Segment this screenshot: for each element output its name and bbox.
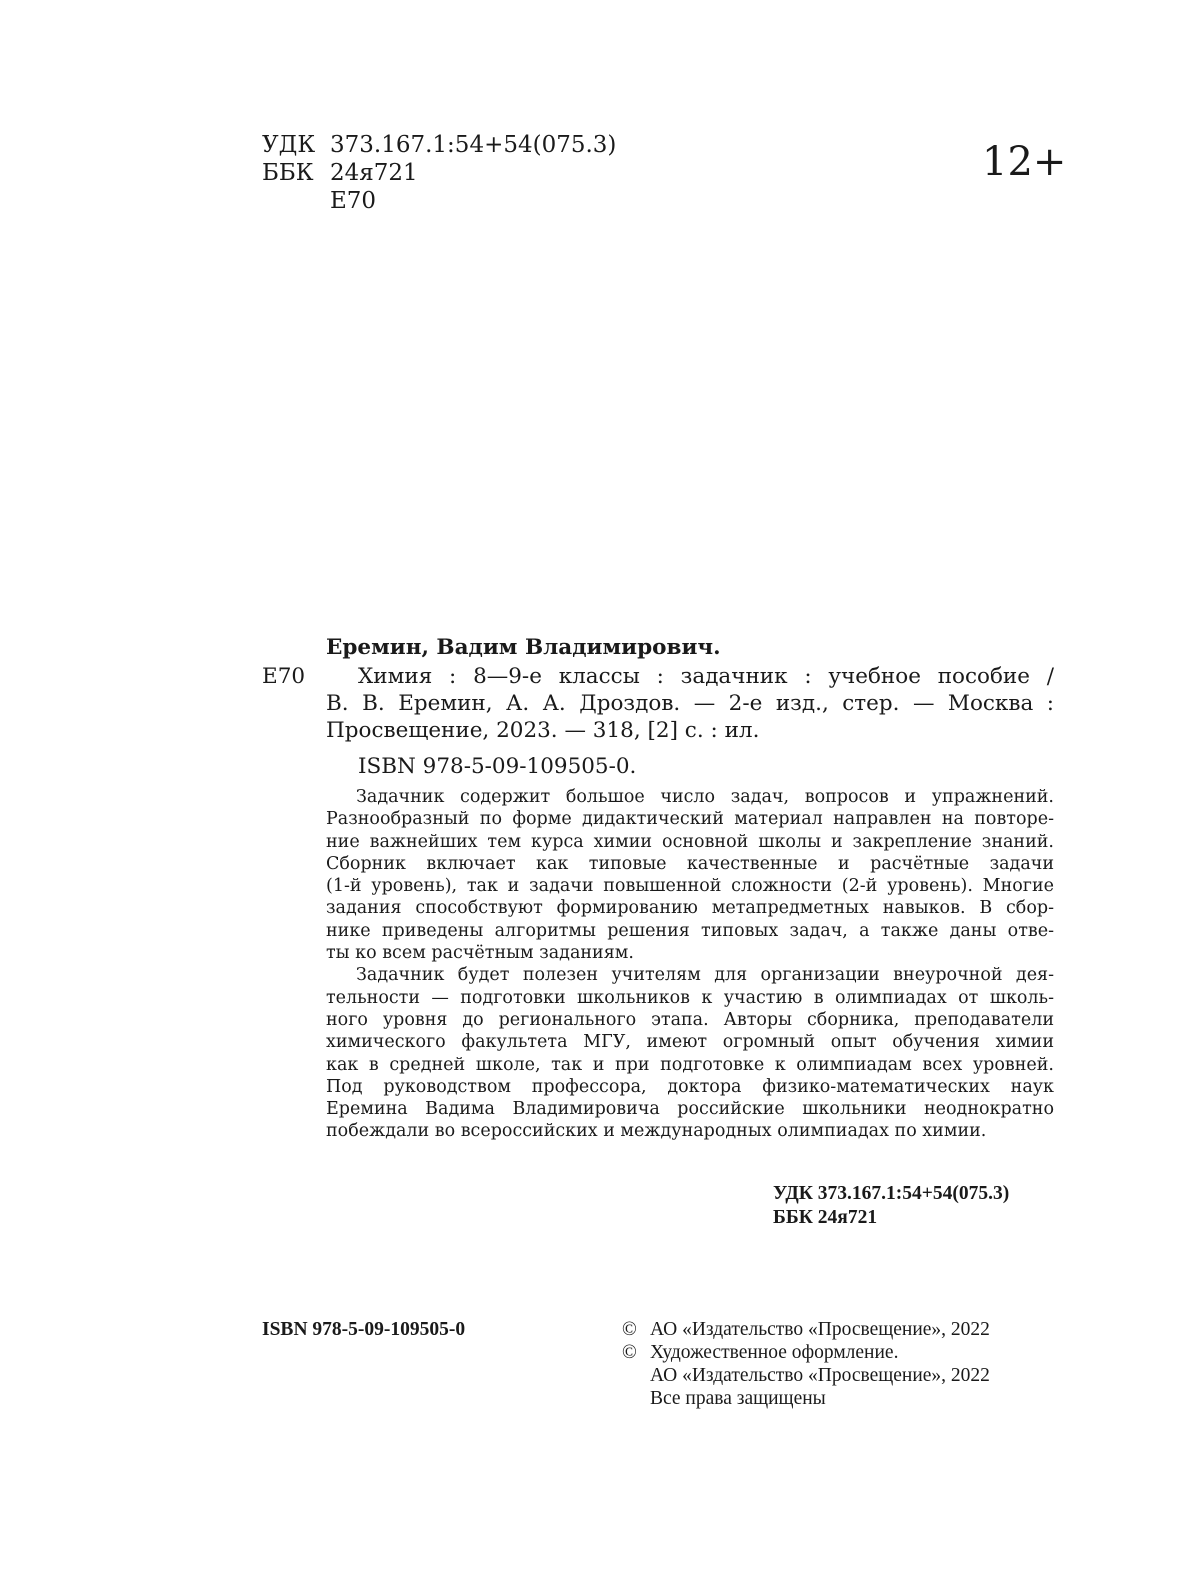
description-line: Химия : 8—9-е классы : задачник : учебное пособие / — [358, 664, 1054, 689]
annotation-line: ние важнейших тем курса химии основной школы и закрепление знаний. — [326, 831, 1054, 852]
annotation-line: Разнообразный по форме дидактический материал направлен на повторе- — [326, 809, 1054, 830]
annotation-line: задания способствуют формированию метапредметных навыков. В сбор- — [326, 898, 1054, 919]
bbk-top — [262, 160, 418, 186]
annotation-line: Сборник включает как типовые качественные и расчётные задачи — [326, 853, 1054, 874]
copyright-symbol: © — [622, 1319, 637, 1340]
annotation-line: химического факультета МГУ, имеют огромный опыт обучения химии — [326, 1032, 1054, 1053]
udk-value: 373.167.1:54+54(075.3) — [330, 132, 617, 158]
copyright-symbol: © — [622, 1342, 637, 1363]
copyright-art-publisher: АО «Издательство «Просвещение», 2022 — [650, 1365, 990, 1386]
annotation — [326, 786, 1054, 1143]
bbk-value: 24я721 — [330, 160, 418, 186]
copyright-block — [622, 1318, 990, 1410]
annotation-line: (1-й уровень), так и задачи повышенной сложности (2-й уровень). Многие — [326, 876, 1054, 897]
annotation-line: Задачник содержит большое число задач, вопросов и упражнений. — [356, 787, 1054, 807]
annotation-line: как в средней школе, так и при подготовке к олимпиадам всех уровней. — [326, 1054, 1054, 1075]
author-heading: Еремин, Вадим Владимирович. — [326, 635, 721, 660]
bbk-bottom: ББК 24я721 — [773, 1207, 878, 1228]
udk-bottom: УДК 373.167.1:54+54(075.3) — [773, 1183, 1010, 1204]
annotation-line: Под руководством профессора, доктора физико-математических наук — [326, 1076, 1054, 1097]
age-rating: 12+ — [982, 139, 1067, 185]
annotation-line: Еремина Вадима Владимировича российские школьники неоднократно — [326, 1099, 1054, 1120]
isbn-record: ISBN 978-5-09-109505-0. — [358, 754, 637, 779]
rights-reserved: Все права защищены — [650, 1388, 826, 1409]
annotation-line: побеждали во всероссийских и международных олимпиадах по химии. — [326, 1121, 987, 1142]
annotation-line: Задачник будет полезен учителям для организации внеурочной дея- — [356, 965, 1054, 986]
author-mark-top: Е70 — [330, 188, 377, 214]
isbn-footer: ISBN 978-5-09-109505-0 — [262, 1319, 466, 1340]
side-author-mark: Е70 — [262, 664, 306, 689]
annotation-line: ты ко всем расчётным заданиям. — [326, 943, 634, 964]
description-line: В. В. Еремин, А. А. Дроздов. — 2-е изд., стер. — Москва : — [326, 691, 1054, 716]
description-line: Просвещение, 2023. — 318, [2] с. : ил. — [326, 718, 760, 743]
udk-label: УДК — [262, 132, 316, 158]
udk-top — [262, 132, 616, 158]
annotation-line: тельности — подготовки школьников к участию в олимпиадах от школь- — [326, 987, 1054, 1008]
annotation-line: нике приведены алгоритмы решения типовых задач, а также даны отве- — [326, 920, 1054, 941]
bib-description — [326, 663, 1054, 744]
bbk-label: ББК — [262, 160, 314, 186]
copyright-art: Художественное оформление. — [650, 1342, 899, 1363]
annotation-line: ного уровня до регионального этапа. Авторы сборника, преподаватели — [326, 1009, 1054, 1030]
copyright-publisher: АО «Издательство «Просвещение», 2022 — [650, 1319, 990, 1340]
